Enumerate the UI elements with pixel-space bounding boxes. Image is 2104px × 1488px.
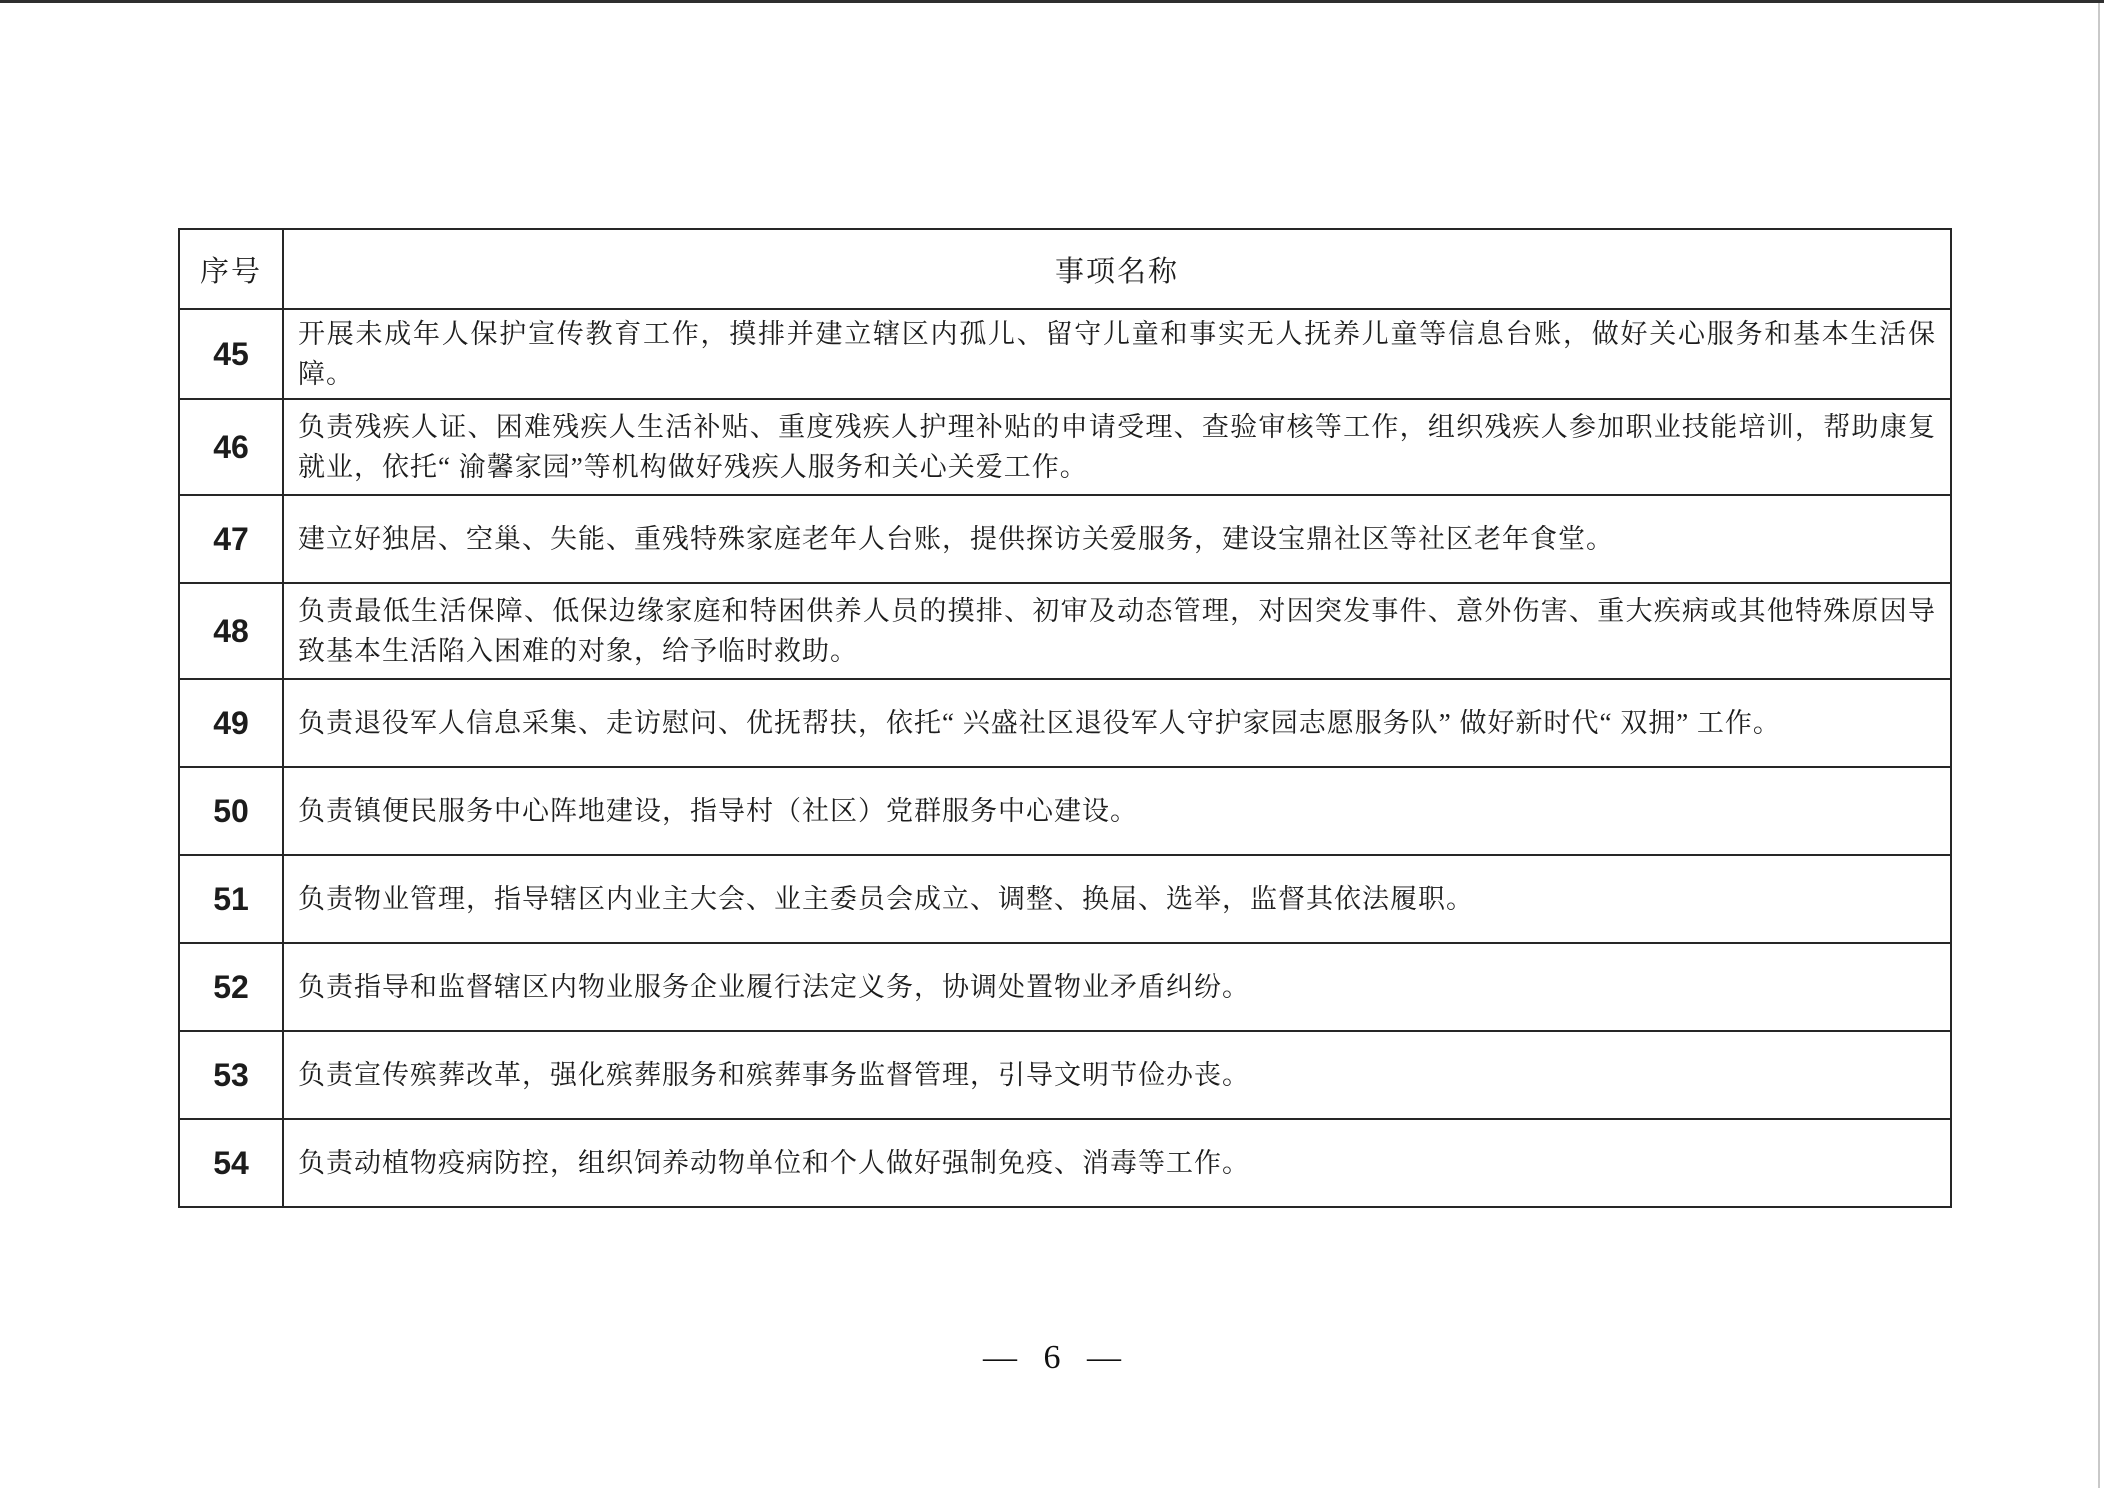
row-task-text: 开展未成年人保护宣传教育工作，摸排并建立辖区内孤儿、留守儿童和事实无人抚养儿童等信息台账，做好关心服务和基本生活保障。	[283, 309, 1951, 399]
row-task-text: 负责残疾人证、困难残疾人生活补贴、重度残疾人护理补贴的申请受理、查验审核等工作，组织残疾人参加职业技能培训，帮助康复就业，依托“ 渝馨家园”等机构做好残疾人服务和关心关爱工作。	[283, 399, 1951, 495]
table-header	[179, 229, 1951, 309]
row-number: 54	[179, 1119, 283, 1207]
row-task-text: 负责指导和监督辖区内物业服务企业履行法定义务，协调处置物业矛盾纠纷。	[283, 943, 1951, 1031]
header-row	[179, 229, 1951, 309]
table-row	[179, 1031, 1951, 1119]
page-number: — 6 —	[983, 1339, 1121, 1376]
table-body	[179, 309, 1951, 1207]
row-number: 47	[179, 495, 283, 583]
row-task-text: 负责镇便民服务中心阵地建设，指导村（社区）党群服务中心建设。	[283, 767, 1951, 855]
row-task-text: 建立好独居、空巢、失能、重残特殊家庭老年人台账，提供探访关爱服务，建设宝鼎社区等社区老年食堂。	[283, 495, 1951, 583]
table-row	[179, 309, 1951, 399]
table-row	[179, 399, 1951, 495]
row-number: 49	[179, 679, 283, 767]
row-task-text: 负责动植物疫病防控，组织饲养动物单位和个人做好强制免疫、消毒等工作。	[283, 1119, 1951, 1207]
row-number: 48	[179, 583, 283, 679]
header-cell-no: 序号	[179, 229, 283, 309]
row-task-text: 负责退役军人信息采集、走访慰问、优抚帮扶，依托“ 兴盛社区退役军人守护家园志愿服务队” 做好新时代“ 双拥” 工作。	[283, 679, 1951, 767]
row-number: 45	[179, 309, 283, 399]
page-right-edge-line	[2098, 3, 2100, 1488]
table-row	[179, 1119, 1951, 1207]
page-top-edge-line	[0, 0, 2104, 3]
row-number: 51	[179, 855, 283, 943]
row-number: 53	[179, 1031, 283, 1119]
table-row	[179, 855, 1951, 943]
table-row	[179, 767, 1951, 855]
row-number: 52	[179, 943, 283, 1031]
row-number: 50	[179, 767, 283, 855]
row-number: 46	[179, 399, 283, 495]
table-row	[179, 495, 1951, 583]
header-cell-name: 事项名称	[283, 229, 1951, 309]
table-row	[179, 583, 1951, 679]
row-task-text: 负责最低生活保障、低保边缘家庭和特困供养人员的摸排、初审及动态管理，对因突发事件、意外伤害、重大疾病或其他特殊原因导致基本生活陷入困难的对象，给予临时救助。	[283, 583, 1951, 679]
duty-items-table	[178, 228, 1952, 1208]
row-task-text: 负责物业管理，指导辖区内业主大会、业主委员会成立、调整、换届、选举，监督其依法履职。	[283, 855, 1951, 943]
table-row	[179, 943, 1951, 1031]
table-row	[179, 679, 1951, 767]
row-task-text: 负责宣传殡葬改革，强化殡葬服务和殡葬事务监督管理，引导文明节俭办丧。	[283, 1031, 1951, 1119]
